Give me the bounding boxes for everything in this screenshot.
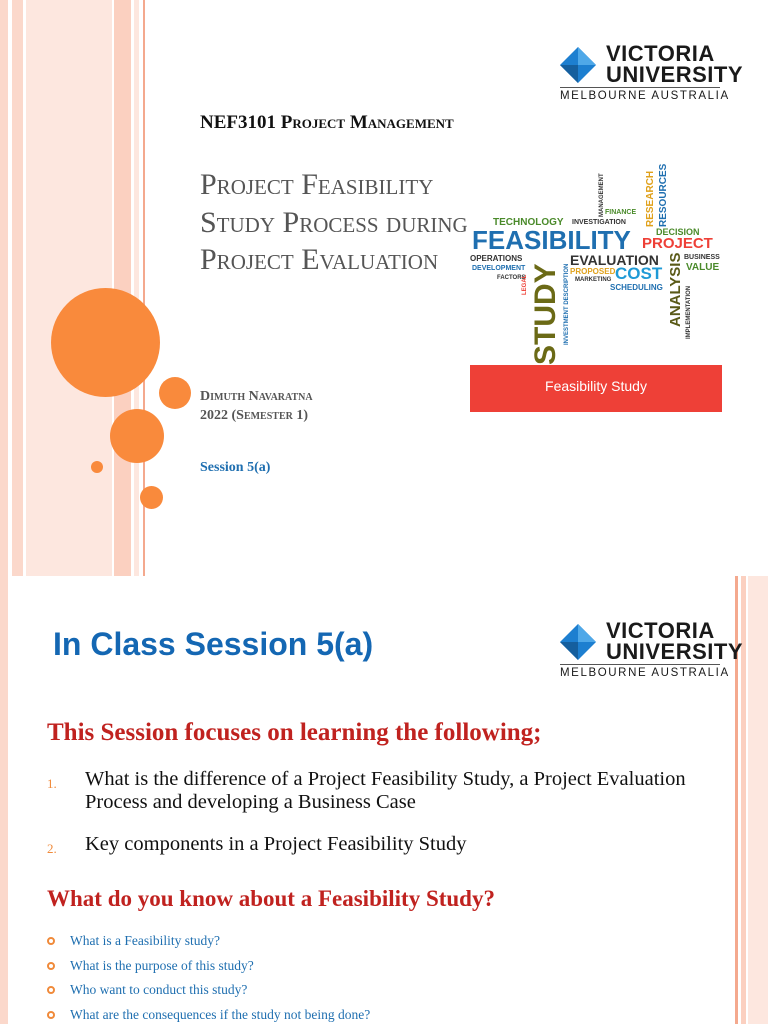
decor-circle (110, 409, 164, 463)
question-heading: What do you know about a Feasibility Study? (47, 886, 495, 911)
feasibility-study-banner (470, 365, 722, 412)
wc-management: MANAGEMENT (599, 173, 605, 217)
wc-research: RESEARCH (645, 170, 656, 227)
wc-finance: FINANCE (605, 209, 637, 216)
bullet-text: Who want to conduct this study? (70, 982, 248, 997)
victoria-university-logo (560, 41, 744, 105)
decor-circle (91, 461, 103, 473)
decor-stripe (0, 576, 8, 1024)
wc-analysis: ANALYSIS (667, 252, 684, 327)
decor-stripe (748, 576, 768, 1024)
wc-marketing: MARKETING (575, 277, 612, 283)
wc-investment-description: INVESTMENT DESCRIPTION (564, 263, 570, 345)
wc-scheduling: SCHEDULING (610, 283, 663, 292)
decor-stripe (12, 0, 23, 576)
logo-location: MELBOURNE AUSTRALIA (560, 667, 730, 679)
wc-factors: FACTORS (497, 275, 526, 281)
list-text: Key components in a Project Feasibility Study (85, 833, 467, 855)
presentation-title: Project Feasibility Study Process during Project Evaluation (200, 168, 468, 276)
list-number: 2. (47, 841, 57, 856)
wc-investigation: INVESTIGATION (572, 219, 626, 226)
term: 2022 (Semester 1) (200, 408, 309, 423)
wc-business: BUSINESS (684, 254, 720, 261)
bullet-icon (47, 986, 55, 994)
list-number: 1. (47, 776, 57, 791)
decor-stripe (134, 0, 139, 576)
wc-legal: LEGAL (522, 274, 528, 295)
victoria-university-diamond-logo-icon (560, 47, 596, 83)
wc-evaluation: EVALUATION (570, 252, 659, 268)
victoria-university-diamond-logo-icon (560, 624, 596, 660)
decor-circle (159, 377, 191, 409)
logo-rule (560, 664, 720, 665)
decor-stripe (114, 0, 131, 576)
bullet-icon (47, 937, 55, 945)
wc-study: STUDY (529, 263, 562, 365)
feasibility-word-cloud (467, 155, 725, 370)
wc-cost: COST (615, 264, 663, 283)
list-text: What is the difference of a Project Feasibility Study, a Project Evaluation Process and developing a Business Case (85, 768, 686, 813)
session-label: Session 5(a) (200, 460, 271, 475)
wc-resources: RESOURCES (658, 163, 669, 227)
bullet-icon (47, 962, 55, 970)
victoria-university-logo (560, 618, 744, 682)
banner-label: Feasibility Study (545, 378, 647, 394)
decor-circle (51, 288, 160, 397)
decor-circle (140, 486, 163, 509)
wc-proposed: PROPOSED (570, 267, 616, 276)
bullet-icon (47, 1011, 55, 1019)
wc-operations: OPERATIONS (470, 254, 523, 263)
learning-list (47, 768, 727, 875)
author-block (200, 387, 313, 425)
wc-value: VALUE (686, 262, 720, 273)
bullet-text: What is the purpose of this study? (70, 957, 254, 973)
wc-development: DEVELOPMENT (472, 265, 526, 272)
bullet-item (47, 933, 370, 958)
decor-stripe (0, 0, 8, 576)
bullet-text: What are the consequences if the study not being done? (70, 1006, 371, 1022)
wc-technology: TECHNOLOGY (493, 217, 564, 228)
logo-name: VICTORIA UNIVERSITY (606, 41, 744, 87)
course-title: NEF3101 Project Management (200, 112, 454, 133)
wc-feasibility: FEASIBILITY (472, 225, 631, 255)
wc-decision: DECISION (656, 227, 700, 237)
question-bullets (47, 933, 370, 1024)
logo-rule (560, 87, 720, 88)
session-focus-heading: This Session focuses on learning the following; (47, 719, 542, 746)
wc-implementation: IMPLEMENTATION (686, 285, 692, 339)
session-overview-slide (0, 576, 768, 1024)
bullet-text: What is a Feasibility study? (70, 933, 220, 948)
list-item (47, 768, 727, 814)
bullet-item (47, 1007, 370, 1024)
slide-title: In Class Session 5(a) (53, 626, 374, 662)
list-item (47, 833, 727, 856)
bullet-item (47, 982, 370, 1007)
wc-project: PROJECT (642, 235, 713, 252)
author-name: Dimuth Navaratna (200, 389, 313, 404)
logo-name: VICTORIA UNIVERSITY (606, 618, 744, 664)
logo-location: MELBOURNE AUSTRALIA (560, 90, 730, 102)
bullet-item (47, 958, 370, 983)
